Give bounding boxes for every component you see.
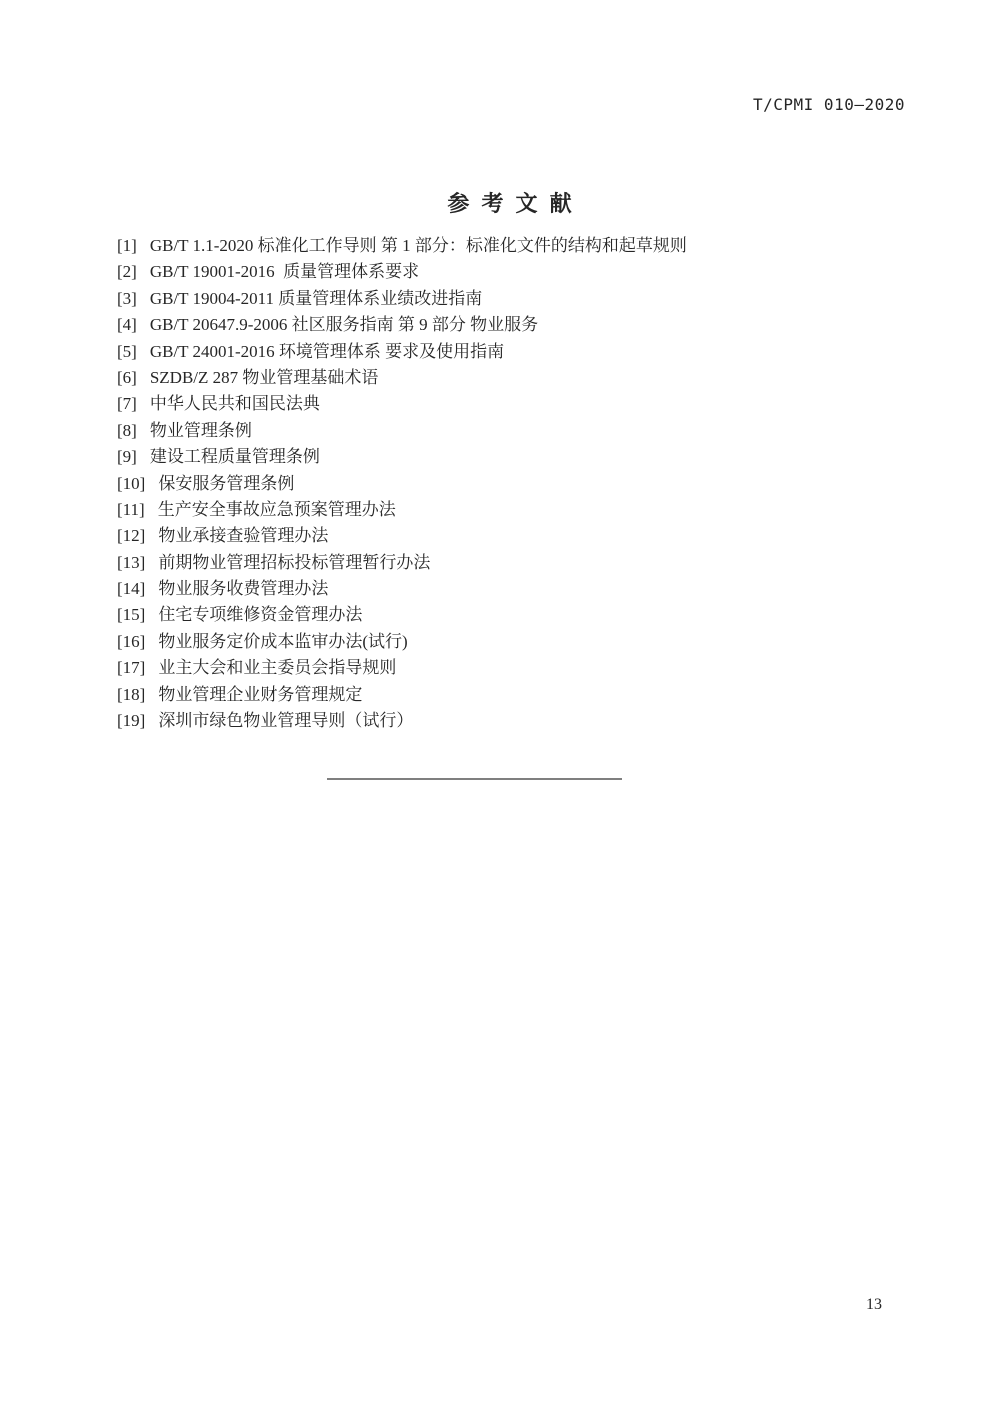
reference-number: [3]	[117, 288, 137, 308]
reference-text: 建设工程质量管理条例	[149, 447, 320, 467]
reference-text: 保安服务管理条例	[158, 473, 295, 493]
reference-number: [11]	[117, 499, 145, 519]
reference-text: GB/T 20647.9-2006 社区服务指南 第 9 部分 物业服务	[149, 315, 539, 335]
reference-item	[117, 444, 920, 470]
reference-item	[117, 365, 920, 391]
reference-text: 物业管理条例	[149, 420, 252, 440]
reference-number: [7]	[117, 394, 137, 414]
reference-number: [6]	[117, 367, 137, 387]
reference-number: [13]	[117, 552, 146, 572]
reference-item	[117, 286, 920, 312]
reference-item	[117, 418, 920, 444]
reference-text: GB/T 19004-2011 质量管理体系业绩改进指南	[149, 288, 483, 308]
reference-item	[117, 339, 920, 365]
reference-number: [16]	[117, 631, 146, 651]
reference-list	[117, 233, 920, 734]
reference-text: 深圳市绿色物业管理导则（试行）	[158, 711, 414, 731]
reference-number: [4]	[117, 315, 137, 335]
reference-item	[117, 602, 920, 628]
reference-text: 住宅专项维修资金管理办法	[158, 605, 363, 625]
reference-text: SZDB/Z 287 物业管理基础术语	[149, 367, 379, 387]
reference-number: [2]	[117, 262, 137, 282]
reference-number: [12]	[117, 526, 146, 546]
reference-text: GB/T 24001-2016 环境管理体系 要求及使用指南	[149, 341, 505, 361]
reference-text: 物业管理企业财务管理规定	[158, 684, 363, 704]
reference-text: 前期物业管理招标投标管理暂行办法	[158, 552, 431, 572]
reference-item	[117, 708, 920, 734]
reference-text: 物业服务定价成本监审办法(试行)	[158, 631, 408, 651]
reference-item	[117, 523, 920, 549]
reference-text: 中华人民共和国民法典	[149, 394, 320, 414]
footer-divider-line	[327, 778, 622, 780]
reference-item	[117, 259, 920, 285]
reference-number: [14]	[117, 579, 146, 599]
reference-number: [9]	[117, 447, 137, 467]
page-title: 参 考 文 献	[447, 191, 575, 216]
reference-item	[117, 629, 920, 655]
reference-number: [17]	[117, 658, 146, 678]
reference-item	[117, 312, 920, 338]
reference-item	[117, 682, 920, 708]
reference-item	[117, 655, 920, 681]
page-number: 13	[866, 1296, 882, 1313]
reference-text: 业主大会和业主委员会指导规则	[158, 658, 397, 678]
reference-item	[117, 471, 920, 497]
standard-code-header: T/CPMI 010—2020	[753, 95, 905, 114]
reference-number: [8]	[117, 420, 137, 440]
reference-number: [5]	[117, 341, 137, 361]
reference-number: [15]	[117, 605, 146, 625]
reference-text: 物业承接查验管理办法	[158, 526, 329, 546]
reference-item	[117, 391, 920, 417]
reference-text: 生产安全事故应急预案管理办法	[157, 499, 396, 519]
reference-number: [18]	[117, 684, 146, 704]
reference-number: [19]	[117, 711, 146, 731]
reference-text: GB/T 1.1-2020 标准化工作导则 第 1 部分：标准化文件的结构和起草规则	[149, 236, 687, 255]
reference-item	[117, 497, 920, 523]
reference-item	[117, 576, 920, 602]
reference-item	[117, 233, 920, 259]
reference-text: GB/T 19001-2016 质量管理体系要求	[149, 262, 420, 282]
reference-number: [10]	[117, 473, 146, 493]
reference-number: [1]	[117, 236, 137, 255]
reference-text: 物业服务收费管理办法	[158, 579, 329, 599]
reference-item	[117, 550, 920, 576]
